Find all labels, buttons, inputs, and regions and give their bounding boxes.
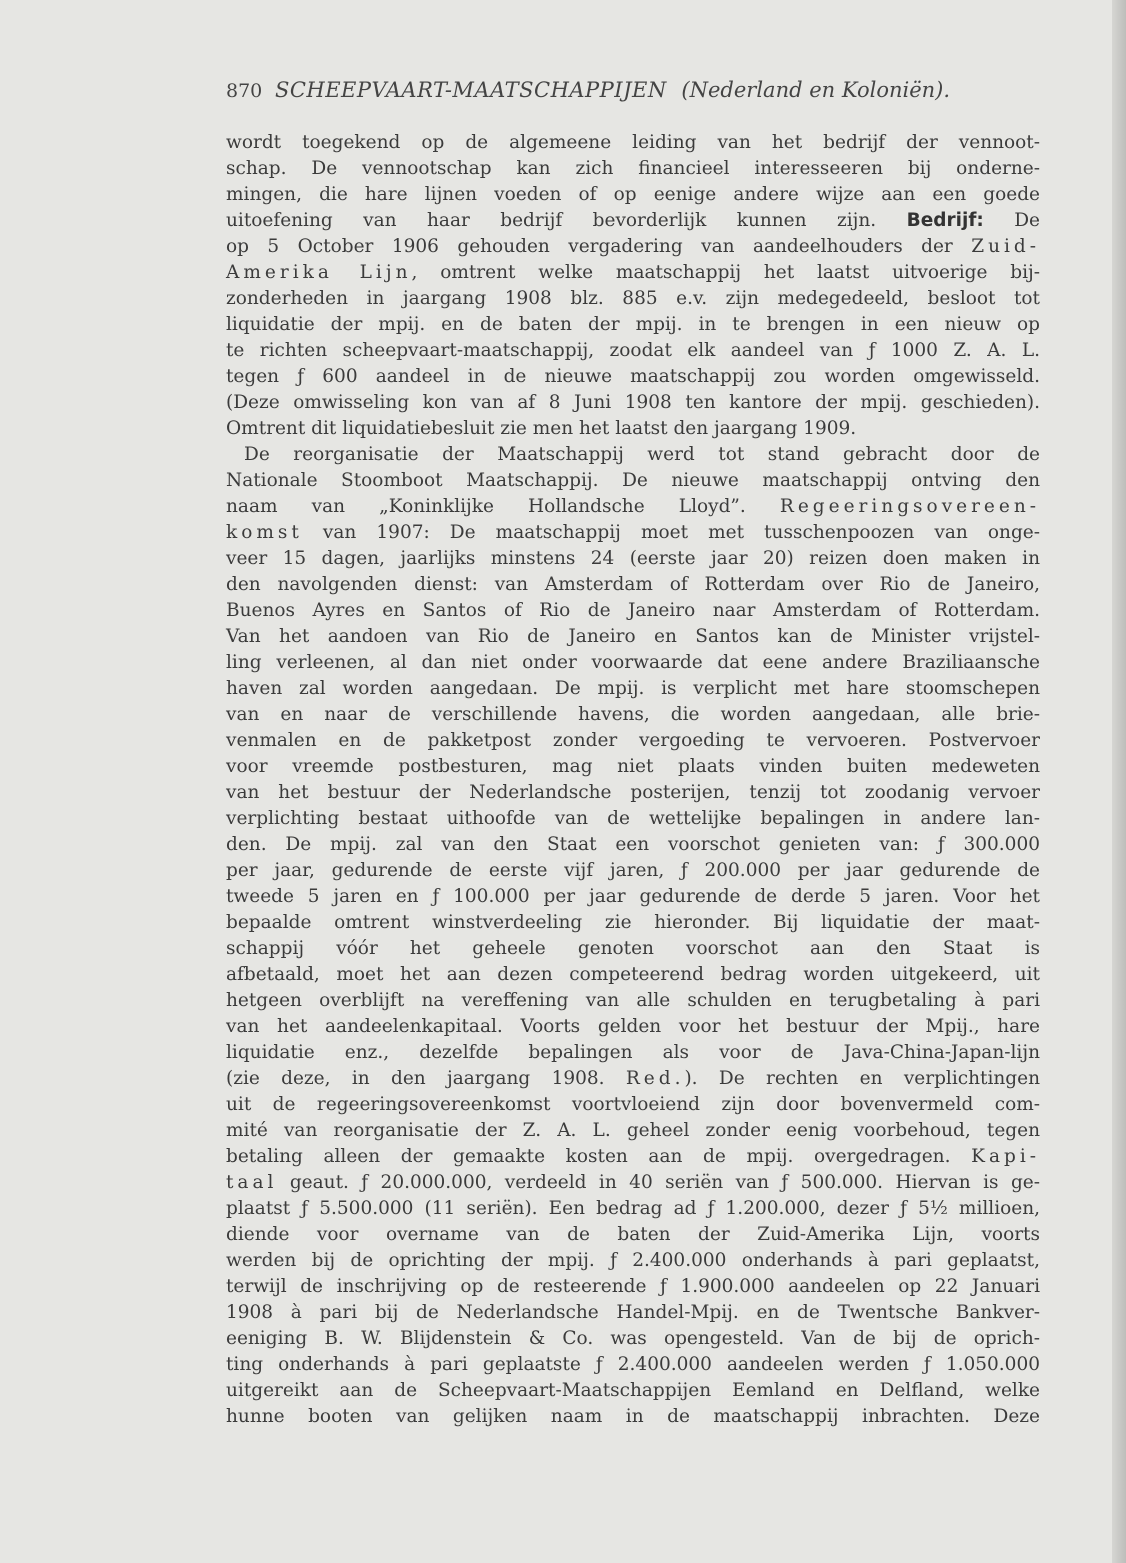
text-line bbox=[226, 884, 1040, 910]
text-line bbox=[226, 598, 1040, 624]
text-line bbox=[226, 676, 1040, 702]
text-segment: mingen, die hare lijnen voeden of op eenige andere wijze aan een goede bbox=[226, 184, 1040, 205]
spaced-term: Amerika Lijn bbox=[226, 262, 412, 283]
text-segment: liquidatie enz., dezelfde bepalingen als voor de Java-China-Japan-lijn bbox=[226, 1042, 1040, 1063]
text-line bbox=[226, 650, 1040, 676]
text-segment: ). De rechten en verplichtingen bbox=[684, 1068, 1041, 1089]
text-segment: terwijl de inschrijving op de resteerende ƒ 1.900.000 aandeelen op 22 Januari bbox=[226, 1276, 1040, 1297]
text-line bbox=[226, 728, 1040, 754]
text-segment: De reorganisatie der Maatschappij werd tot stand gebracht door de bbox=[244, 444, 1040, 465]
text-segment: afbetaald, moet het aan dezen competeerend bedrag worden uitgekeerd, uit bbox=[226, 964, 1040, 985]
text-line bbox=[226, 1326, 1040, 1352]
text-segment: veer 15 dagen, jaarlijks minstens 24 (eerste jaar 20) reizen doen maken in bbox=[226, 548, 1040, 569]
text-segment: diende voor overname van de baten der Zuid-Amerika Lijn, voorts bbox=[226, 1224, 1040, 1245]
text-line bbox=[226, 182, 1040, 208]
text-segment: tegen ƒ 600 aandeel in de nieuwe maatschappij zou worden omgewisseld. bbox=[226, 366, 1040, 387]
text-line bbox=[226, 416, 1040, 442]
text-line bbox=[226, 962, 1040, 988]
text-segment: hetgeen overblijft na vereffening van alle schulden en terugbetaling à pari bbox=[226, 990, 1040, 1011]
text-segment: van 1907: De maatschappij moet met tusschenpoozen van onge- bbox=[302, 522, 1040, 543]
text-line bbox=[226, 364, 1040, 390]
text-line bbox=[226, 1066, 1040, 1092]
text-segment: ting onderhands à pari geplaatste ƒ 2.400.000 aandeelen werden ƒ 1.050.000 bbox=[226, 1354, 1040, 1375]
spaced-term: Zuid- bbox=[971, 236, 1040, 257]
text-line bbox=[226, 936, 1040, 962]
text-line bbox=[226, 312, 1040, 338]
text-segment: Buenos Ayres en Santos of Rio de Janeiro naar Amsterdam of Rotterdam. bbox=[226, 600, 1040, 621]
text-segment: tweede 5 jaren en ƒ 100.000 per jaar gedurende de derde 5 jaren. Voor het bbox=[226, 886, 1040, 907]
text-line bbox=[226, 1040, 1040, 1066]
text-segment: venmalen en de pakketpost zonder vergoeding te vervoeren. Postvervoer bbox=[226, 730, 1040, 751]
text-line bbox=[226, 780, 1040, 806]
text-segment: van het aandeelenkapitaal. Voorts gelden voor het bestuur der Mpij., hare bbox=[226, 1016, 1040, 1037]
text-line bbox=[226, 832, 1040, 858]
text-segment: verplichting bestaat uithoofde van de wettelijke bepalingen in andere lan- bbox=[226, 808, 1040, 829]
text-line bbox=[226, 1404, 1040, 1430]
text-line bbox=[226, 1144, 1040, 1170]
text-line bbox=[226, 546, 1040, 572]
text-line bbox=[226, 1274, 1040, 1300]
spaced-term: Kapi- bbox=[971, 1146, 1040, 1167]
spaced-term: Red. bbox=[625, 1068, 685, 1089]
text-segment: mité van reorganisatie der Z. A. L. geheel zonder eenig voorbehoud, tegen bbox=[226, 1120, 1040, 1141]
text-segment: den navolgenden dienst: van Amsterdam of Rotterdam over Rio de Janeiro, bbox=[226, 574, 1040, 595]
text-line bbox=[226, 1352, 1040, 1378]
header-title: SCHEEPVAART-MAATSCHAPPIJEN bbox=[274, 78, 667, 102]
text-line bbox=[226, 624, 1040, 650]
text-segment: werden bij de oprichting der mpij. ƒ 2.400.000 onderhands à pari geplaatst, bbox=[226, 1250, 1040, 1271]
text-segment: (zie deze, in den jaargang 1908. bbox=[226, 1068, 626, 1089]
text-line bbox=[226, 1170, 1040, 1196]
text-line bbox=[226, 390, 1040, 416]
text-segment: zonderheden in jaargang 1908 blz. 885 e.v. zijn medegedeeld, besloot tot bbox=[226, 288, 1040, 309]
page-edge-shadow bbox=[1112, 0, 1126, 1563]
text-line bbox=[226, 1378, 1040, 1404]
text-line bbox=[226, 130, 1040, 156]
text-line bbox=[226, 702, 1040, 728]
text-segment: , omtrent welke maatschappij het laatst uitvoerige bij- bbox=[411, 262, 1040, 283]
body-text bbox=[226, 130, 1040, 1430]
text-line bbox=[226, 910, 1040, 936]
spaced-term: Regeeringsovereen- bbox=[779, 496, 1040, 517]
text-segment: Nationale Stoomboot Maatschappij. De nieuwe maatschappij ontving den bbox=[226, 470, 1040, 491]
spaced-term: komst bbox=[226, 522, 303, 543]
text-line bbox=[226, 806, 1040, 832]
section-heading: Bedrijf: bbox=[906, 210, 984, 231]
text-segment: haven zal worden aangedaan. De mpij. is verplicht met hare stoomschepen bbox=[226, 678, 1040, 699]
text-line bbox=[226, 156, 1040, 182]
text-line bbox=[226, 572, 1040, 598]
text-line bbox=[226, 338, 1040, 364]
text-segment: uit de regeeringsovereenkomst voortvloeiend zijn door bovenvermeld com- bbox=[226, 1094, 1040, 1115]
text-line bbox=[226, 234, 1040, 260]
text-line bbox=[226, 1014, 1040, 1040]
text-segment: uitgereikt aan de Scheepvaart-Maatschappijen Eemland en Delfland, welke bbox=[226, 1380, 1040, 1401]
text-segment: De bbox=[983, 210, 1040, 231]
spaced-term: taal bbox=[226, 1172, 278, 1193]
text-segment: voor vreemde postbesturen, mag niet plaats vinden buiten medeweten bbox=[226, 756, 1040, 777]
header-subtitle: (Nederland en Koloniën). bbox=[681, 78, 951, 102]
text-segment: Van het aandoen van Rio de Janeiro en Santos kan de Minister vrijstel- bbox=[226, 626, 1040, 647]
text-segment: uitoefening van haar bedrijf bevorderlijk kunnen zijn. bbox=[226, 210, 907, 231]
text-segment: te richten scheepvaart-maatschappij, zoodat elk aandeel van ƒ 1000 Z. A. L. bbox=[226, 340, 1040, 361]
text-segment: eeniging B. W. Blijdenstein & Co. was opengesteld. Van de bij de oprich- bbox=[226, 1328, 1040, 1349]
text-segment: geaut. ƒ 20.000.000, verdeeld in 40 seriën van ƒ 500.000. Hiervan is ge- bbox=[277, 1172, 1040, 1193]
text-segment: van het bestuur der Nederlandsche posterijen, tenzij tot zoodanig vervoer bbox=[226, 782, 1040, 803]
text-line bbox=[226, 520, 1040, 546]
text-line bbox=[226, 494, 1040, 520]
text-segment: 1908 à pari bij de Nederlandsche Handel-Mpij. en de Twentsche Bankver- bbox=[226, 1302, 1040, 1323]
text-segment: per jaar, gedurende de eerste vijf jaren, ƒ 200.000 per jaar gedurende de bbox=[226, 860, 1040, 881]
text-line bbox=[226, 858, 1040, 884]
text-line bbox=[226, 754, 1040, 780]
text-segment: op 5 October 1906 gehouden vergadering van aandeelhouders der bbox=[226, 236, 972, 257]
text-line bbox=[226, 1118, 1040, 1144]
text-line bbox=[226, 208, 1040, 234]
text-segment: liquidatie der mpij. en de baten der mpij. in te brengen in een nieuw op bbox=[226, 314, 1040, 335]
text-line bbox=[226, 1196, 1040, 1222]
running-header bbox=[226, 78, 1046, 102]
text-line bbox=[226, 442, 1040, 468]
text-segment: den. De mpij. zal van den Staat een voorschot genieten van: ƒ 300.000 bbox=[226, 834, 1040, 855]
text-segment: Omtrent dit liquidatiebesluit zie men het laatst den jaargang 1909. bbox=[226, 418, 857, 439]
text-line bbox=[226, 1248, 1040, 1274]
text-line bbox=[226, 1092, 1040, 1118]
text-segment: van en naar de verschillende havens, die worden aangedaan, alle brie- bbox=[226, 704, 1040, 725]
text-line bbox=[226, 468, 1040, 494]
text-segment: ling verleenen, al dan niet onder voorwaarde dat eene andere Braziliaansche bbox=[226, 652, 1040, 673]
text-line bbox=[226, 260, 1040, 286]
text-line bbox=[226, 1222, 1040, 1248]
text-segment: wordt toegekend op de algemeene leiding van het bedrijf der vennoot- bbox=[226, 132, 1040, 153]
text-segment: schappij vóór het geheele genoten voorschot aan den Staat is bbox=[226, 938, 1040, 959]
page-number: 870 bbox=[226, 80, 263, 102]
text-segment: hunne booten van gelijken naam in de maatschappij inbrachten. Deze bbox=[226, 1406, 1040, 1427]
text-line bbox=[226, 286, 1040, 312]
text-segment: naam van „Koninklijke Hollandsche Lloyd”. bbox=[226, 496, 780, 517]
text-segment: plaatst ƒ 5.500.000 (11 seriën). Een bedrag ad ƒ 1.200.000, dezer ƒ 5½ millioen, bbox=[226, 1198, 1040, 1219]
text-segment: schap. De vennootschap kan zich financieel interesseeren bij onderne- bbox=[226, 158, 1040, 179]
text-segment: (Deze omwisseling kon van af 8 Juni 1908 ten kantore der mpij. geschieden). bbox=[226, 392, 1040, 413]
text-segment: betaling alleen der gemaakte kosten aan de mpij. overgedragen. bbox=[226, 1146, 972, 1167]
text-segment: bepaalde omtrent winstverdeeling zie hieronder. Bij liquidatie der maat- bbox=[226, 912, 1040, 933]
text-line bbox=[226, 1300, 1040, 1326]
text-line bbox=[226, 988, 1040, 1014]
